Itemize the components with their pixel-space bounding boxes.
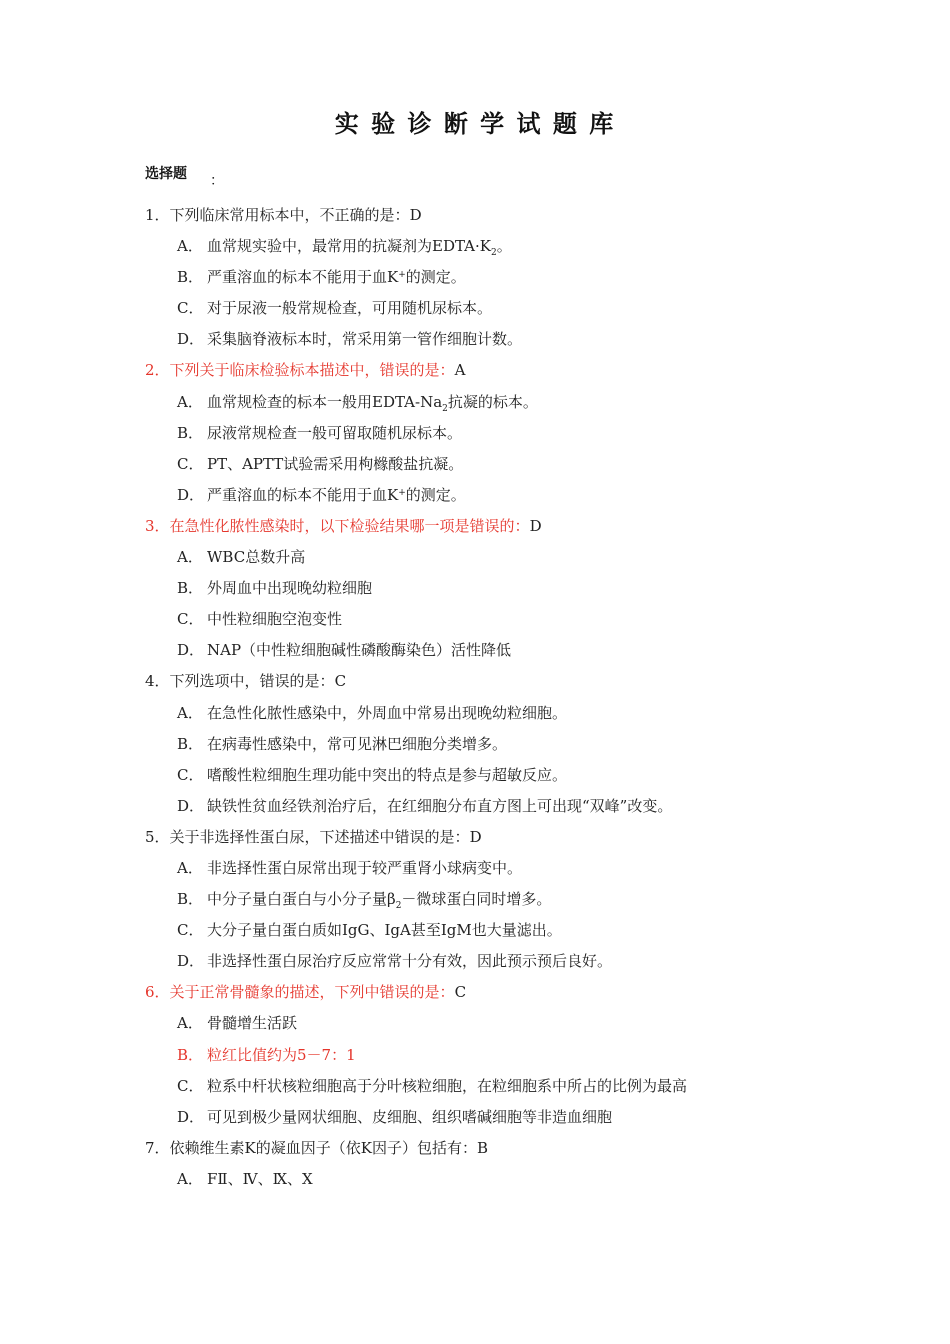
option-7a [0, 1164, 950, 1195]
option-5c [0, 915, 950, 946]
option-text: 粒红比值约为5－7：1 [207, 1045, 356, 1064]
question-4 [0, 666, 950, 697]
option-letter: D． [177, 1107, 205, 1126]
option-letter: A． [177, 858, 203, 877]
option-4d [0, 791, 950, 822]
option-letter: C． [177, 610, 204, 629]
question-stem: 关于非选择性蛋白尿，下述描述中错误的是： [169, 827, 470, 846]
option-text: 非选择性蛋白尿治疗反应常常十分有效，因此预示预后良好。 [207, 952, 613, 971]
option-3a [0, 542, 950, 573]
option-letter: A． [177, 703, 203, 722]
option-text-tail: －微球蛋白同时增多。 [401, 890, 552, 909]
question-7 [0, 1133, 950, 1164]
option-text: FⅡ、Ⅳ、Ⅸ、Ⅹ [207, 1169, 313, 1188]
option-text: 非选择性蛋白尿常出现于较严重肾小球病变中。 [207, 858, 523, 877]
option-text: 可见到极少量网状细胞、皮细胞、组织嗜碱细胞等非造血细胞 [207, 1107, 613, 1126]
question-5 [0, 822, 950, 853]
option-text: 骨髓增生活跃 [207, 1014, 298, 1033]
option-letter: D． [177, 485, 205, 504]
option-superscript: + [398, 270, 406, 281]
question-answer: C [334, 672, 347, 691]
question-3 [0, 511, 950, 542]
option-letter: B． [177, 1045, 204, 1064]
option-letter: A． [177, 548, 203, 567]
option-letter: A． [177, 1014, 203, 1033]
option-superscript: + [398, 487, 406, 498]
option-letter: B． [177, 579, 204, 598]
option-5d [0, 946, 950, 977]
option-letter: B． [177, 423, 204, 442]
option-text-tail: 抗凝的标本。 [447, 392, 538, 411]
option-letter: A． [177, 1169, 203, 1188]
option-text: 对于尿液一般常规检查，可用随机尿标本。 [207, 299, 493, 318]
option-2b [0, 418, 950, 449]
option-letter: C． [177, 1076, 204, 1095]
question-1 [0, 200, 950, 231]
question-number: 4． [145, 672, 170, 691]
question-number: 1． [145, 206, 170, 224]
question-number: 5． [145, 827, 170, 846]
question-stem: 依赖维生素K的凝血因子（依K因子）包括有： [169, 1138, 477, 1157]
question-6 [0, 977, 950, 1008]
question-answer: B [476, 1138, 488, 1157]
option-letter: A． [177, 392, 203, 411]
option-1a [0, 231, 950, 262]
option-letter: D． [177, 330, 205, 349]
option-1d [0, 324, 950, 355]
option-3b [0, 573, 950, 604]
option-text: 尿液常规检查一般可留取随机尿标本。 [207, 423, 463, 442]
option-1b [0, 262, 950, 293]
page-title: 实 验 诊 断 学 试 题 库 [334, 109, 616, 138]
section-heading [145, 163, 224, 189]
option-text: 嗜酸性粒细胞生理功能中突出的特点是参与超敏反应。 [207, 765, 568, 784]
option-text-main: 血常规检查的标本一般用EDTA-Na [207, 392, 443, 411]
option-text-main: 严重溶血的标本不能用于血K [207, 268, 399, 287]
option-6b [0, 1040, 950, 1071]
section-label: 选择题 [145, 166, 187, 182]
option-text: PT、APTT试验需采用枸橼酸盐抗凝。 [207, 454, 464, 473]
question-answer: A [454, 361, 466, 380]
question-number: 7． [145, 1138, 170, 1157]
option-text: 在急性化脓性感染中，外周血中常易出现晚幼粒细胞。 [207, 703, 568, 722]
option-text-main: 严重溶血的标本不能用于血K [207, 485, 399, 504]
option-6d [0, 1102, 950, 1133]
option-text-main: 血常规实验中，最常用的抗凝剂为EDTA·K [207, 237, 491, 256]
option-text [207, 387, 538, 418]
option-text: 采集脑脊液标本时，常采用第一管作细胞计数。 [207, 330, 523, 349]
question-number: 3． [145, 516, 170, 535]
option-letter: D． [177, 952, 205, 971]
option-3d [0, 635, 950, 666]
option-letter: C． [177, 454, 204, 473]
option-4c [0, 760, 950, 791]
option-text: WBC总数升高 [207, 548, 306, 567]
option-5b [0, 884, 950, 915]
option-3c [0, 604, 950, 635]
option-2a [0, 387, 950, 418]
option-subscript: 2 [442, 403, 448, 414]
option-letter: D． [177, 796, 205, 815]
question-list [0, 200, 950, 1195]
option-letter: C． [177, 299, 204, 318]
option-5a [0, 853, 950, 884]
question-answer: D [409, 206, 422, 224]
option-text-tail: 的测定。 [405, 268, 466, 287]
option-4a [0, 698, 950, 729]
question-number: 6． [145, 983, 170, 1002]
option-1c [0, 293, 950, 324]
option-text-main: 中分子量白蛋白与小分子量β [207, 890, 396, 909]
option-text: 外周血中出现晚幼粒细胞 [207, 579, 373, 598]
option-text: 大分子量白蛋白质如IgG、IgA甚至IgM也大量滤出。 [207, 921, 562, 940]
option-text [207, 884, 551, 915]
option-text: 粒系中杆状核粒细胞高于分叶核粒细胞，在粒细胞系中所占的比例为最高 [207, 1076, 688, 1095]
option-letter: C． [177, 921, 204, 940]
option-text: 中性粒细胞空泡变性 [207, 610, 343, 629]
question-answer: D [469, 827, 482, 846]
question-number: 2． [145, 361, 170, 380]
question-stem: 关于正常骨髓象的描述，下列中错误的是： [169, 983, 455, 1002]
option-letter: C． [177, 765, 204, 784]
option-letter: B． [177, 890, 204, 909]
option-letter: B． [177, 734, 204, 753]
question-stem: 在急性化脓性感染时，以下检验结果哪一项是错误的： [169, 516, 530, 535]
option-text: NAP（中性粒细胞碱性磷酸酶染色）活性降低 [207, 641, 512, 660]
option-text-tail: 的测定。 [405, 485, 466, 504]
option-text [207, 480, 466, 511]
option-6a [0, 1008, 950, 1039]
option-2d [0, 480, 950, 511]
option-letter: A． [177, 237, 203, 256]
option-text [207, 262, 466, 293]
question-stem: 下列选项中，错误的是： [169, 672, 335, 691]
option-text: 在病毒性感染中，常可见淋巴细胞分类增多。 [207, 734, 508, 753]
option-letter: B． [177, 268, 204, 287]
question-answer: C [454, 983, 467, 1002]
question-2 [0, 355, 950, 386]
question-stem: 下列关于临床检验标本描述中，错误的是： [169, 361, 455, 380]
option-6c [0, 1071, 950, 1102]
option-text-tail: 。 [496, 237, 512, 256]
question-answer: D [529, 516, 542, 535]
option-text [207, 231, 512, 262]
section-colon: ： [210, 173, 224, 189]
question-stem: 下列临床常用标本中，不正确的是： [169, 206, 410, 224]
option-letter: D． [177, 641, 205, 660]
option-subscript: 2 [490, 248, 497, 259]
option-subscript: 2 [395, 901, 402, 912]
option-text: 缺铁性贫血经铁剂治疗后，在红细胞分布直方图上可出现“双峰”改变。 [207, 796, 673, 815]
option-2c [0, 449, 950, 480]
option-4b [0, 729, 950, 760]
